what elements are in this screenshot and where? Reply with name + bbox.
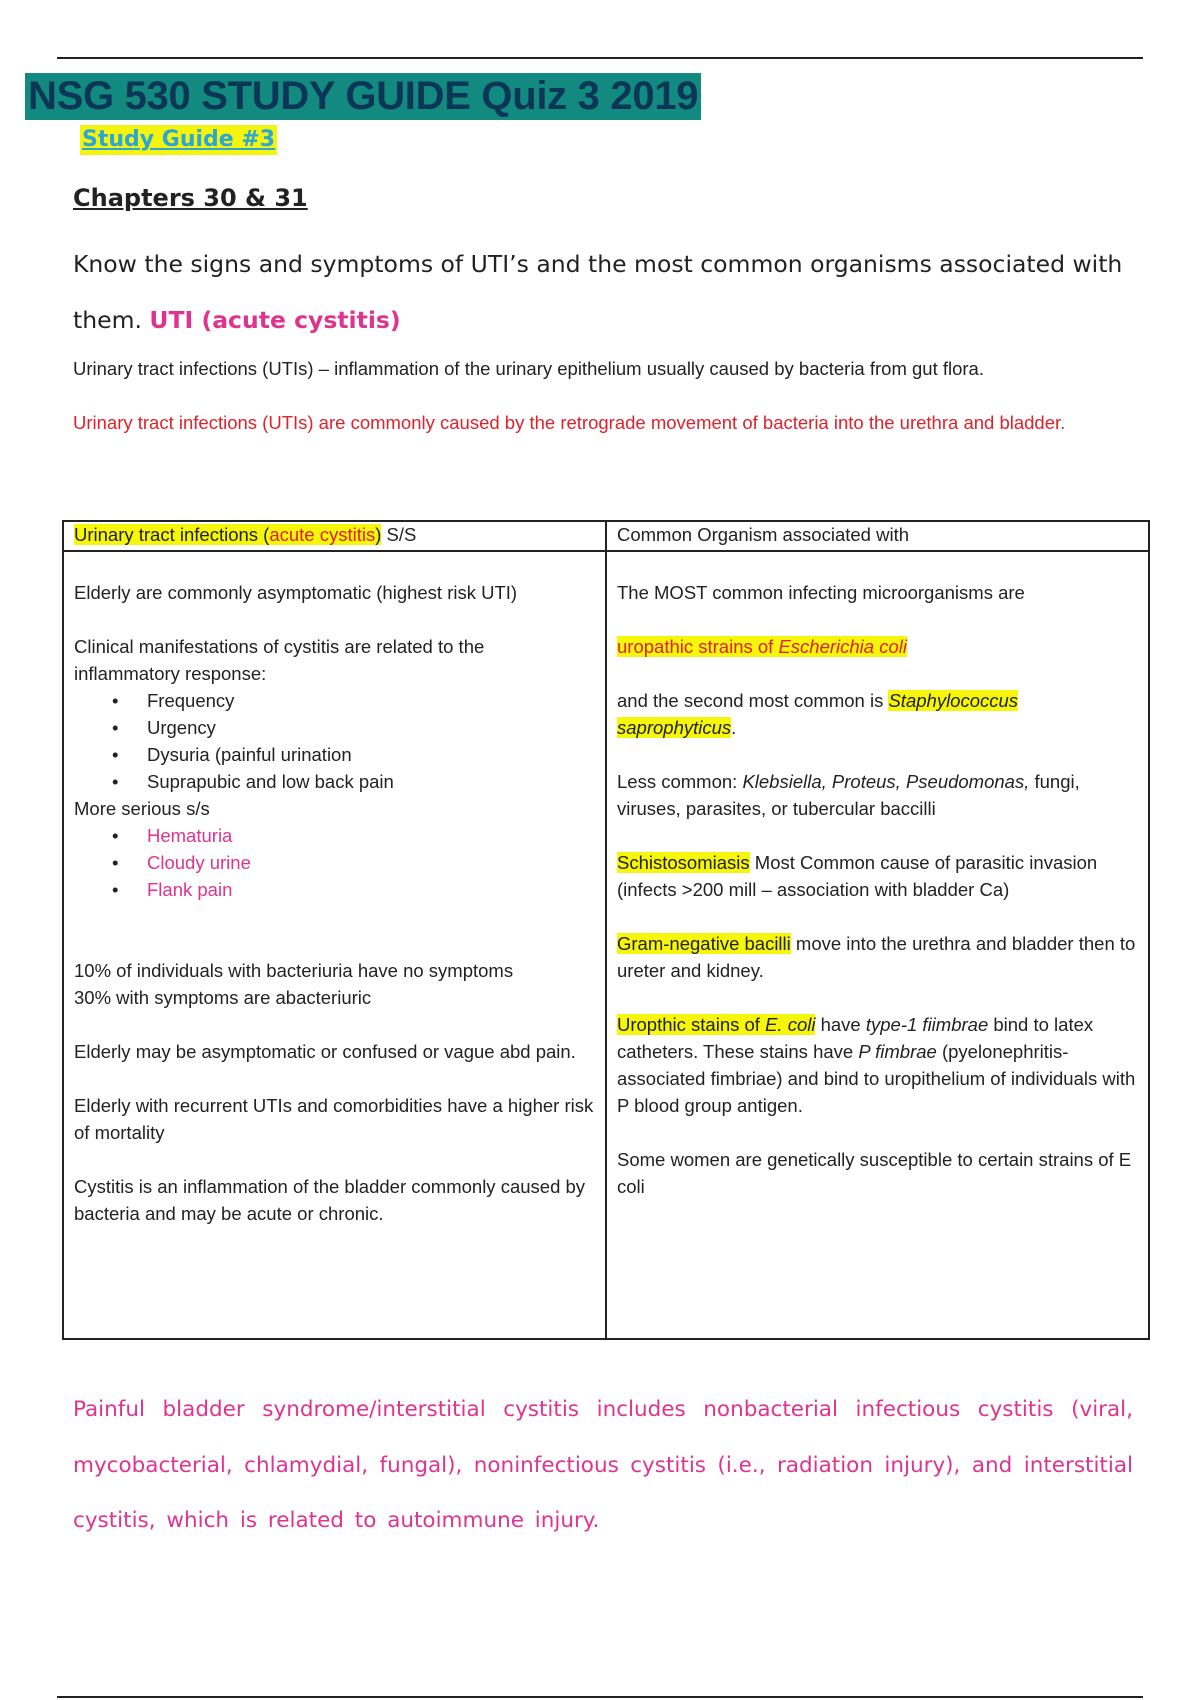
clinical-manifestations: Clinical manifestations of cystitis are related to the inflammatory response:: [74, 636, 485, 684]
organisms-cell: [606, 551, 1149, 1339]
signs-symptoms-cell: [63, 551, 606, 1339]
list-item: • Cloudy urine: [147, 849, 595, 876]
intro-definition: Urinary tract infections (UTIs) – inflammation of the urinary epithelium usually caused by bacteria from gut flora.: [73, 358, 984, 379]
serious-symptom-list: [74, 822, 595, 903]
bottom-rule: [57, 1696, 1143, 1698]
interstitial-cystitis-note: Painful bladder syndrome/interstitial cystitis includes nonbacterial infectious cystitis (viral, mycobacterial, chlamydial, fungal), noninfectious cystitis (i.e., radiation injury), and interstitial cystitis, which is related to autoimmune injury.: [73, 1397, 1133, 1533]
elderly-recurrent: Elderly with recurrent UTIs and comorbidities have a higher risk of mortality: [74, 1095, 594, 1143]
second-most-common: and the second most common is Staphylococcus saprophyticus.: [617, 690, 1019, 738]
top-rule: [57, 57, 1143, 59]
less-common-organisms: Less common: Klebsiella, Proteus, Pseudomonas, fungi, viruses, parasites, or tubercular baccilli: [617, 771, 1080, 819]
page-subtitle: Study Guide #3: [80, 125, 277, 155]
most-common-organisms: The MOST common infecting microorganisms are: [617, 582, 1025, 603]
list-item: • Urgency: [147, 714, 595, 741]
gram-negative-note: Gram-negative bacilli move into the urethra and bladder then to ureter and kidney.: [617, 933, 1136, 981]
list-item: • Hematuria: [147, 822, 595, 849]
ecoli-line: uropathic strains of Escherichia coli: [617, 636, 907, 657]
question-topic: UTI (acute cystitis): [149, 306, 401, 334]
cystitis-definition: Cystitis is an inflammation of the bladder commonly caused by bacteria and may be acute or chronic.: [74, 1176, 586, 1224]
list-item: • Flank pain: [147, 876, 595, 903]
symptom-list: [74, 687, 595, 795]
question-text: Know the signs and symptoms of UTI’s and the most common organisms associated with them.: [73, 250, 1123, 334]
list-item: • Dysuria (painful urination: [147, 741, 595, 768]
list-item: • Frequency: [147, 687, 595, 714]
bacteriuria-stat-2: 30% with symptoms are abacteriuric: [74, 987, 372, 1008]
table-header-signs-symptoms: Urinary tract infections (acute cystitis) S/S: [63, 521, 606, 551]
bacteriuria-stat-1: 10% of individuals with bacteriuria have no symptoms: [74, 960, 514, 981]
uti-table: [62, 520, 1150, 1340]
title-highlight: [25, 73, 701, 120]
page-title: NSG 530 STUDY GUIDE Quiz 3 2019: [25, 73, 701, 120]
schistosomiasis-note: Schistosomiasis Most Common cause of parasitic invasion (infects >200 mill – association with bladder Ca): [617, 852, 1098, 900]
intro-cause: Urinary tract infections (UTIs) are commonly caused by the retrograde movement of bacteria into the urethra and bladder.: [73, 412, 1066, 433]
elderly-asymptomatic: Elderly are commonly asymptomatic (highest risk UTI): [74, 582, 518, 603]
list-item: • Suprapubic and low back pain: [147, 768, 595, 795]
more-serious-label: More serious s/s: [74, 798, 210, 819]
genetic-susceptibility: Some women are genetically susceptible to certain strains of E coli: [617, 1149, 1132, 1197]
elderly-confused: Elderly may be asymptomatic or confused or vague abd pain.: [74, 1041, 576, 1062]
header-highlight: Urinary tract infections (acute cystitis): [74, 524, 382, 545]
chapters-heading: Chapters 30 & 31: [73, 184, 308, 212]
table-header-organisms: Common Organism associated with: [606, 521, 1149, 551]
uropthic-strains-note: Uropthic stains of E. coli have type-1 fiimbrae bind to latex catheters. These stains have P fimbrae (pyelonephritis- associated fimbriae) and bind to uropithelium of individuals with P blood group antigen.: [617, 1014, 1136, 1116]
study-question: [73, 236, 1153, 348]
